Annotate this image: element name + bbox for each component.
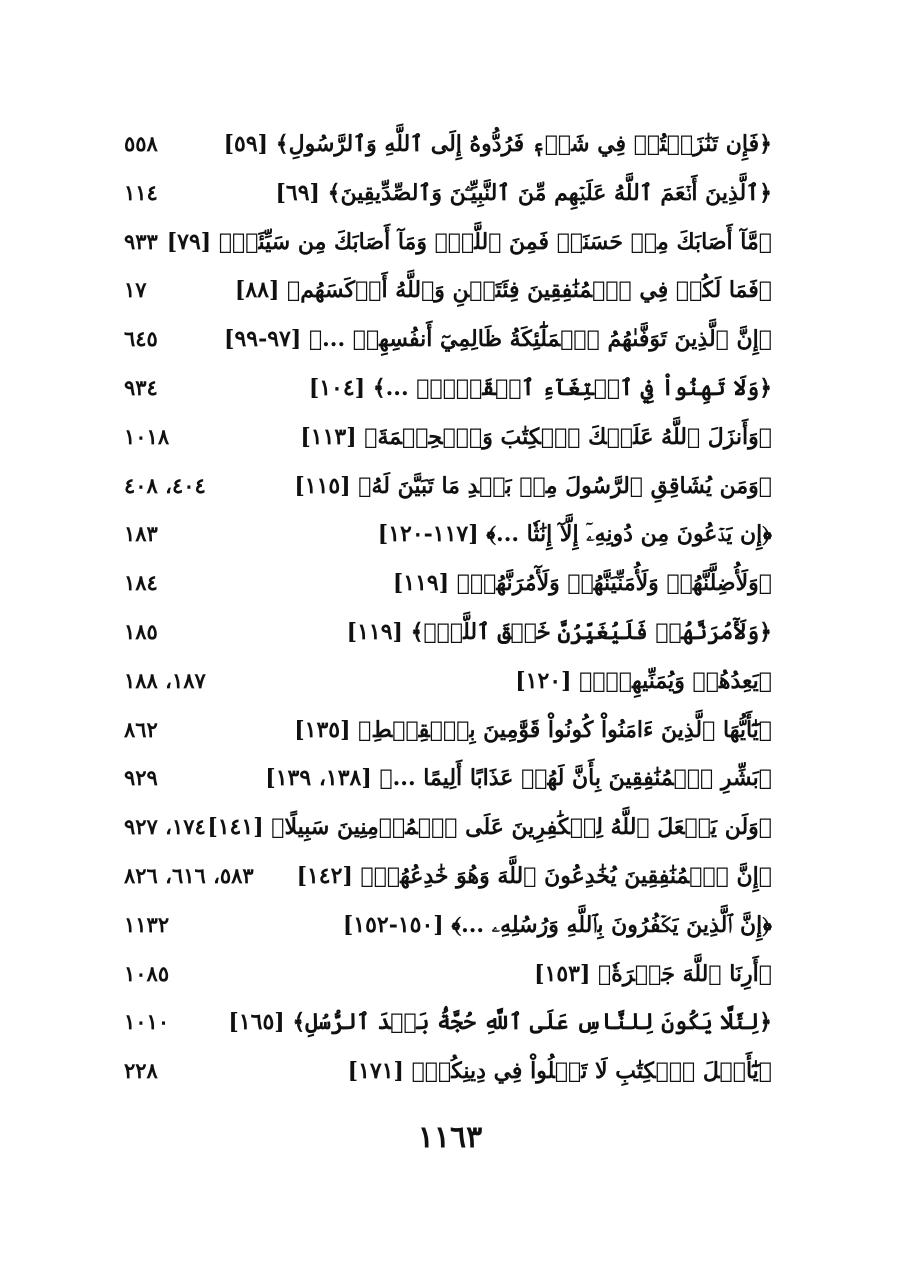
verse-text: ﴿وَلَن يَجۡعَلَ ٱللَّهُ لِلۡكَٰفِرِينَ عَلَى ٱلۡمُؤۡمِنِينَ سَبِيلًا﴾ [١٤١] xyxy=(207,814,772,841)
page-references: ١١٣٢ xyxy=(124,911,170,937)
index-row xyxy=(0,758,900,807)
index-row xyxy=(0,270,900,319)
page-references: ١٠٨٥ xyxy=(124,960,170,986)
verse-text: ﴿أَرِنَا ٱللَّهَ جَهۡرَةٗ﴾ [١٥٣] xyxy=(534,960,772,987)
index-row xyxy=(0,173,900,222)
verse-text: ﴿بَشِّرِ ٱلۡمُنَٰفِقِينَ بِأَنَّ لَهُمۡ عَذَابًا أَلِيمًا ...﴾ [١٣٨، ١٣٩] xyxy=(265,765,772,792)
verse-text: ﴿إِنَّ ٱلَّذِينَ يَكۡفُرُونَ بِٱللَّهِ وَرُسُلِهِۦ ...﴾ [١٥٠-١٥٢] xyxy=(342,911,772,938)
verse-text: ﴿فَإِن تَنَٰزَعۡتُمۡ فِي شَيۡءٖ فَرُدُّوهُ إِلَى ٱللَّهِ وَٱلرَّسُولِ﴾ [٥٩] xyxy=(223,131,772,157)
page-references: ١٧٤، ٩٢٧ xyxy=(124,814,206,840)
index-row xyxy=(0,563,900,612)
page-references: ١٠١٨ xyxy=(124,423,170,449)
verse-text: ﴿إِنَّ ٱلۡمُنَٰفِقِينَ يُخَٰدِعُونَ ٱللَّهَ وَهُوَ خَٰدِعُهُمۡ﴾ [١٤٢] xyxy=(296,862,772,889)
page-references: ٥٨٣، ٦١٦، ٨٢٦ xyxy=(124,862,254,888)
verse-text: ﴿إِنَّ ٱلَّذِينَ تَوَفَّىٰهُمُ ٱلۡمَلَٰٓئِكَةُ ظَالِمِيٓ أَنفُسِهِمۡ ...﴾ [٩٧-٩٩] xyxy=(224,326,772,353)
verse-text: ﴿يَعِدُهُمۡ وَيُمَنِّيهِمۡۖ﴾ [١٢٠] xyxy=(515,667,772,694)
index-row xyxy=(0,368,900,417)
page-references: ٩٢٩ xyxy=(124,765,158,791)
page-references: ١٨٧، ١٨٨ xyxy=(124,667,206,693)
verse-text: ﴿ٱلَّذِينَ أَنۡعَمَ ٱللَّهُ عَلَيۡهِم مِّنَ ٱلنَّبِيِّـۧنَ وَٱلصِّدِّيقِينَ﴾ [٦٩] xyxy=(275,179,772,206)
verse-text: ﴿وَلَا تَهِنُواْ فِي ٱبۡتِغَآءِ ٱلۡقَوۡمِۖ ...﴾ [١٠٤] xyxy=(308,374,772,401)
page-references: ٩٣٤ xyxy=(124,374,158,400)
index-row xyxy=(0,905,900,954)
verse-text: ﴿وَمَن يُشَاقِقِ ٱلرَّسُولَ مِنۢ بَعۡدِ مَا تَبَيَّنَ لَهُ﴾ [١١٥] xyxy=(294,472,772,499)
page-references: ٩٣٣ xyxy=(124,228,158,254)
index-row xyxy=(0,466,900,515)
page-number: ١١٦٣ xyxy=(417,1120,483,1155)
page-references: ١٠١٠ xyxy=(124,1009,170,1035)
page-references: ١٨٤ xyxy=(124,570,158,596)
page-references: ٨٦٢ xyxy=(124,716,158,742)
index-row xyxy=(0,954,900,1003)
index-row xyxy=(0,124,900,173)
index-row xyxy=(0,417,900,466)
verse-text: ﴿إِن يَدۡعُونَ مِن دُونِهِۦٓ إِلَّآ إِنَٰثٗا ...﴾ [١١٧-١٢٠] xyxy=(377,521,772,548)
index-row xyxy=(0,612,900,661)
index-row xyxy=(0,222,900,271)
page-references: ٦٤٥ xyxy=(124,326,158,352)
verse-index-list xyxy=(0,124,900,1100)
index-row xyxy=(0,514,900,563)
verse-text: ﴿وَلَأٓمُرَنَّهُمۡ فَلَيُغَيِّرُنَّ خَلۡقَ ٱللَّهِۚ﴾ [١١٩] xyxy=(346,618,772,645)
index-row xyxy=(0,807,900,856)
index-row xyxy=(0,856,900,905)
page-references: ١٨٥ xyxy=(124,618,158,644)
page-references: ٢٢٨ xyxy=(124,1058,158,1084)
verse-text: ﴿مَّآ أَصَابَكَ مِنۡ حَسَنَةٖ فَمِنَ ٱللَّهِۖ وَمَآ أَصَابَكَ مِن سَيِّئَةٖ﴾ [٧٩] xyxy=(166,228,772,255)
page-references: ٤٠٤، ٤٠٨ xyxy=(124,472,206,498)
index-row xyxy=(0,661,900,710)
verse-text: ﴿لِئَلَّا يَكُونَ لِلنَّاسِ عَلَى ٱللَّهِ حُجَّةُۢ بَعۡدَ ٱلرُّسُلِ﴾ [١٦٥] xyxy=(228,1009,772,1036)
page-references: ١٨٣ xyxy=(124,521,158,547)
verse-text: ﴿يَٰٓأَهۡلَ ٱلۡكِتَٰبِ لَا تَغۡلُواْ فِي دِينِكُمۡ﴾ [١٧١] xyxy=(347,1058,772,1085)
page-references: ١٧ xyxy=(124,277,147,303)
page-references: ٥٥٨ xyxy=(124,131,158,156)
index-row xyxy=(0,1002,900,1051)
index-row xyxy=(0,1051,900,1100)
verse-text: ﴿وَلَأُضِلَّنَّهُمۡ وَلَأُمَنِّيَنَّهُمۡ وَلَأٓمُرَنَّهُمۡ﴾ [١١٩] xyxy=(392,570,772,597)
index-row xyxy=(0,710,900,759)
verse-text: ﴿فَمَا لَكُمۡ فِي ٱلۡمُنَٰفِقِينَ فِئَتَيۡنِ وَٱللَّهُ أَرۡكَسَهُم﴾ [٨٨] xyxy=(234,277,772,304)
index-row xyxy=(0,319,900,368)
page-references: ١١٤ xyxy=(124,179,158,205)
verse-text: ﴿يَٰٓأَيُّهَا ٱلَّذِينَ ءَامَنُواْ كُونُواْ قَوَّٰمِينَ بِٱلۡقِسۡطِ﴾ [١٣٥] xyxy=(294,716,772,743)
verse-text: ﴿وَأَنزَلَ ٱللَّهُ عَلَيۡكَ ٱلۡكِتَٰبَ وَٱلۡحِكۡمَةَ﴾ [١١٣] xyxy=(300,423,772,450)
